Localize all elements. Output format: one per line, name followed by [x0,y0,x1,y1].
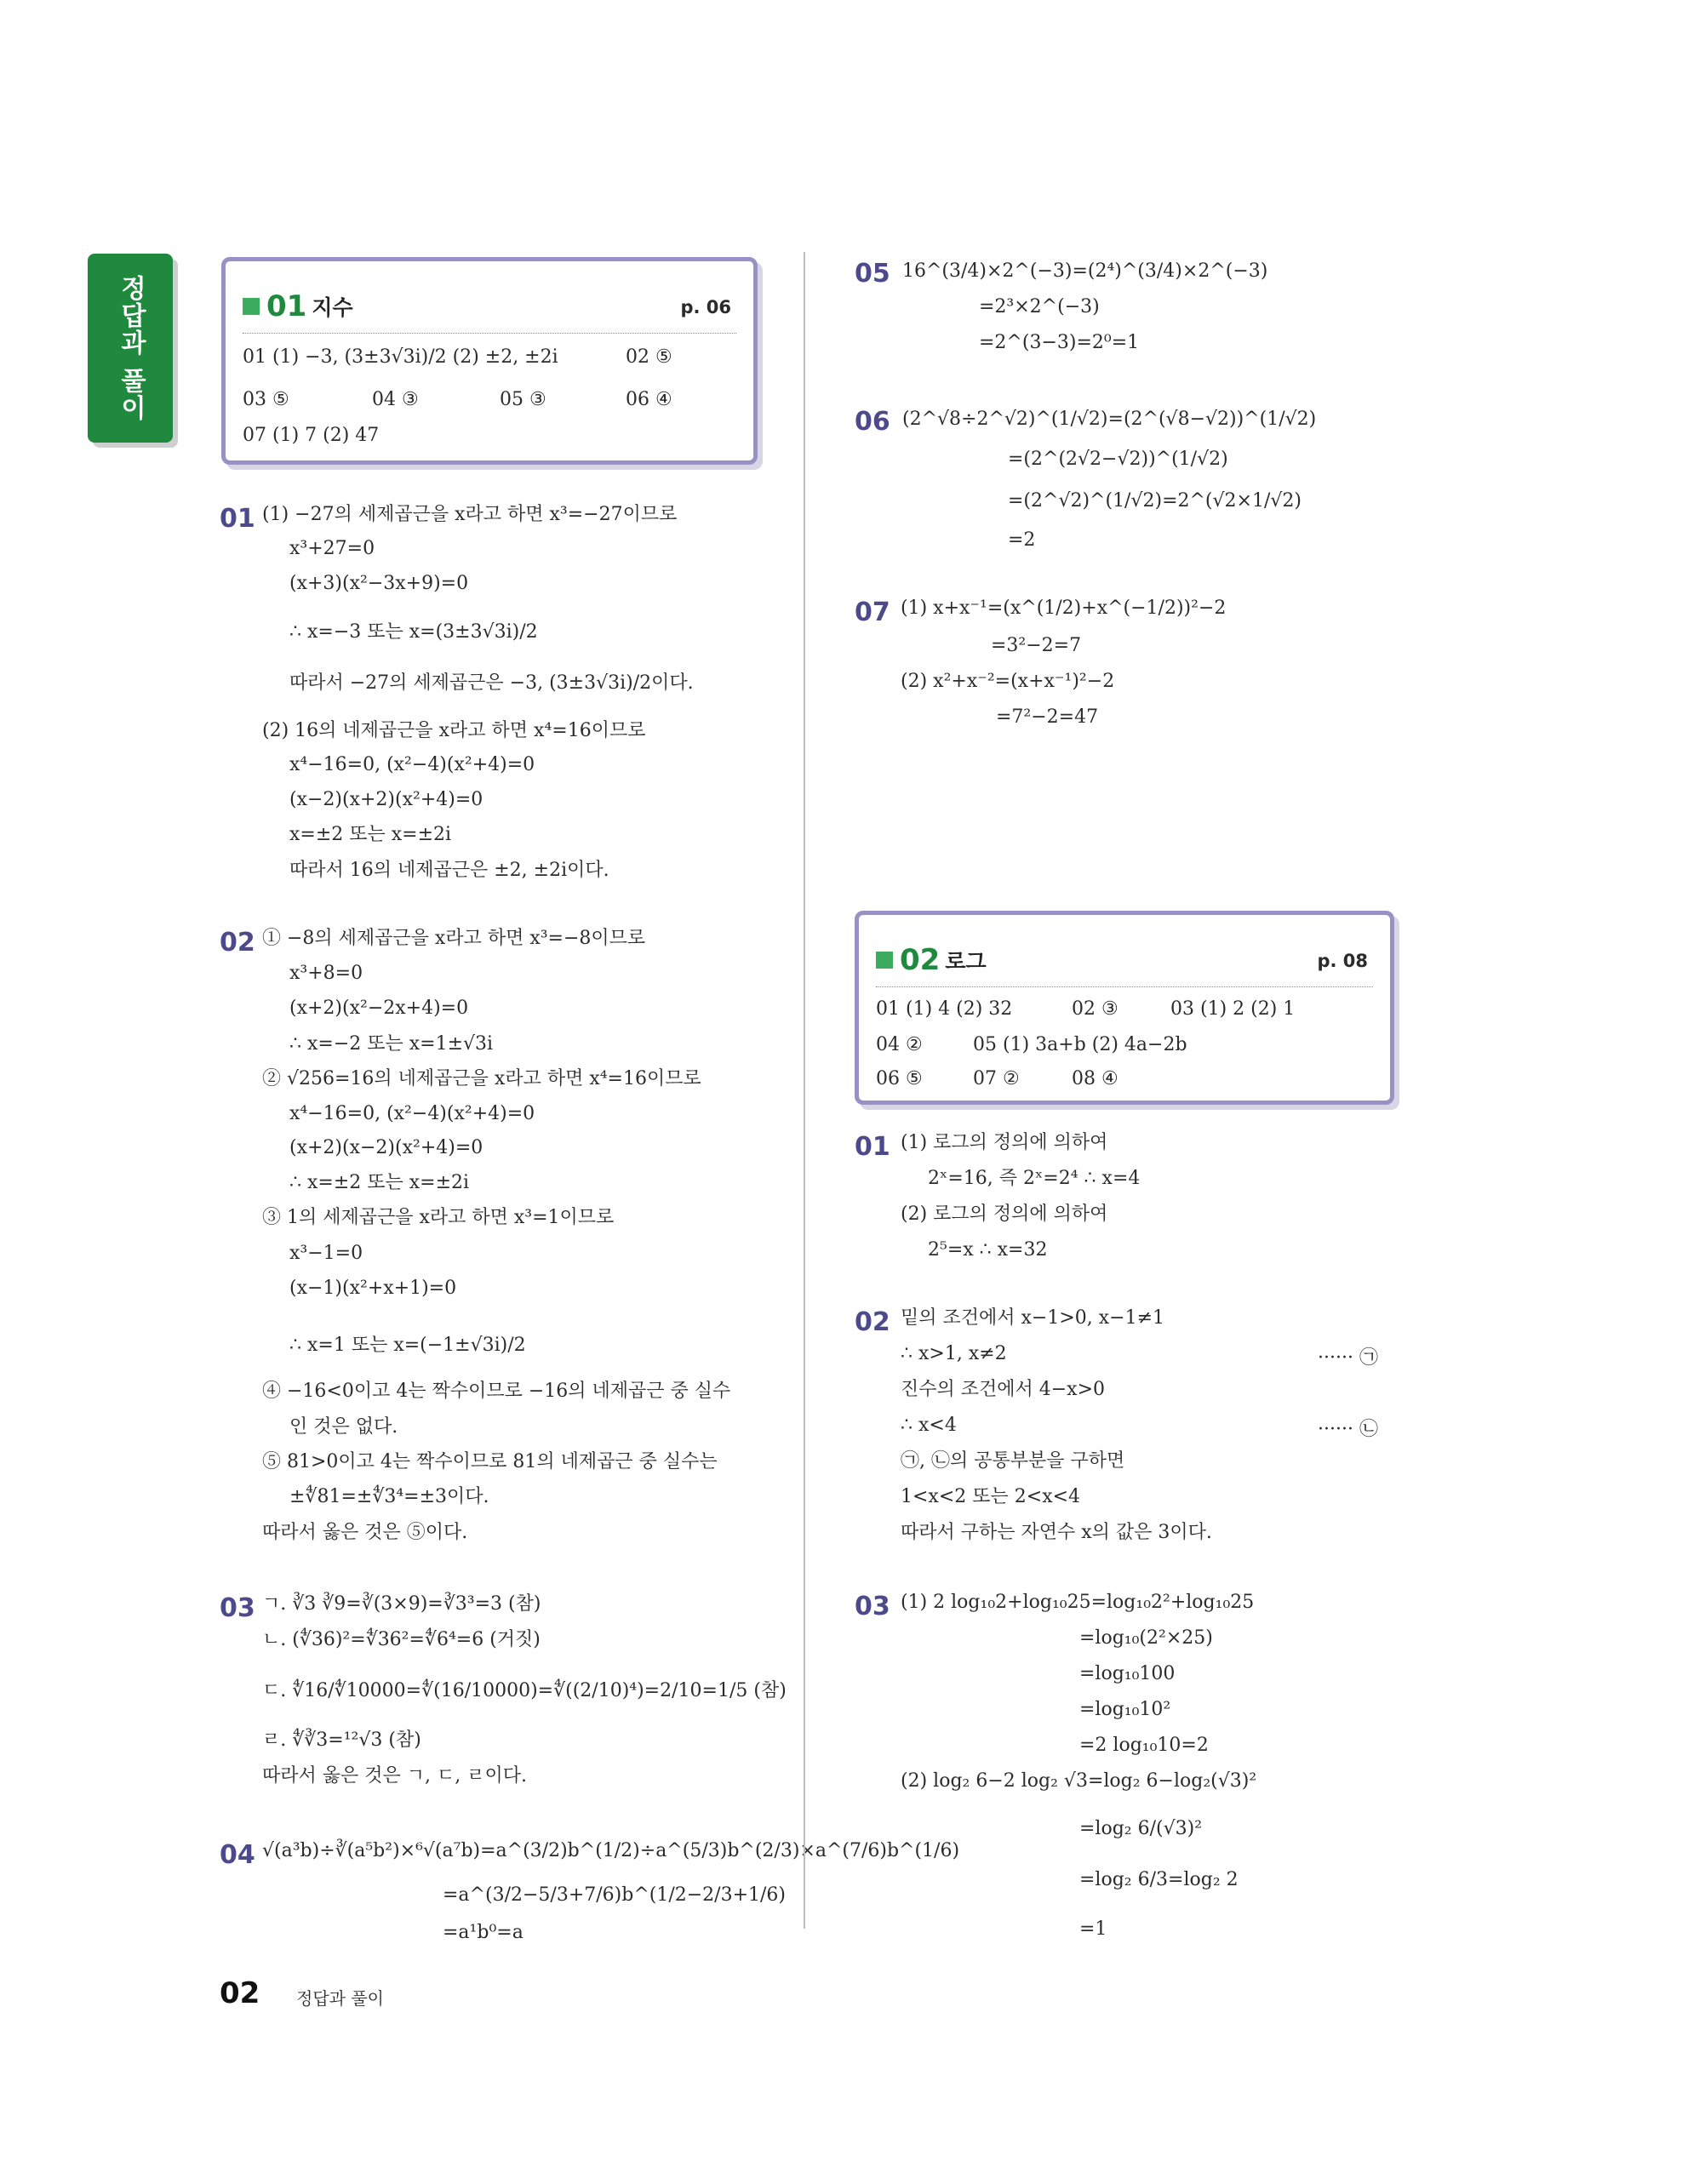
solution-line: ④ −16<0이고 4는 짝수이므로 −16의 네제곱근 중 실수 [262,1381,731,1402]
solution-line: x⁴−16=0, (x²−4)(x²+4)=0 [289,1103,535,1124]
answer-item: 04 ③ [372,389,419,410]
dotted-divider [876,986,1373,987]
question-number: 02 [220,928,255,958]
solution-line: ② √256=16의 네제곱근을 x라고 하면 x⁴=16이므로 [262,1068,701,1089]
solution-line: ∴ x=−2 또는 x=1±√3i [289,1033,494,1055]
solution-line: ±∜81=±∜3⁴=±3이다. [289,1486,489,1507]
solution-line: =log₁₀10² [1079,1699,1171,1720]
page-reference: p. 06 [680,297,731,317]
chapter-title: 로그 [945,949,987,974]
question-number: 06 [855,407,890,437]
solution-line: (1) x+x⁻¹=(x^(1/2)+x^(−1/2))²−2 [901,597,1227,619]
square-icon [243,298,260,315]
solution-line: 따라서 −27의 세제곱근은 −3, (3±3√3i)/2이다. [289,672,694,694]
solution-line: ③ 1의 세제곱근을 x라고 하면 x³=1이므로 [262,1207,615,1228]
solution-line: 1<x<2 또는 2<x<4 [901,1486,1081,1507]
dotted-divider [243,333,736,334]
question-number: 03 [220,1593,255,1623]
solution-line: =1 [1079,1918,1107,1940]
box-header [243,287,353,326]
solution-line: =(2^√2)^(1/√2)=2^(√2×1/√2) [1008,490,1302,512]
chapter-number: 02 [900,943,941,977]
answer-box-logarithm [855,911,1394,1105]
solution-line: (x+3)(x²−3x+9)=0 [289,573,469,594]
solution-line: ㉠, ㉡의 공통부분을 구하면 [901,1450,1125,1472]
page-number: 02 [220,1976,260,2010]
question-number: 07 [855,597,890,627]
solution-line: (2) 로그의 정의에 의하여 [901,1203,1108,1225]
answer-item: 02 ⑤ [626,346,672,368]
solution-line: =log₂ 6/(√3)² [1079,1818,1203,1839]
answer-item: 07 (1) 7 (2) 47 [243,425,380,446]
section-tab-label: 정답과 풀이 [116,274,146,422]
solution-line: =a^(3/2−5/3+7/6)b^(1/2−2/3+1/6) [443,1884,787,1906]
square-icon [876,952,893,969]
solution-line: ① −8의 세제곱근을 x라고 하면 x³=−8이므로 [262,928,646,949]
question-number: 05 [855,259,890,289]
solution-line: =(2^(2√2−√2))^(1/√2) [1008,449,1228,470]
solution-line: 따라서 16의 네제곱근은 ±2, ±2i이다. [289,860,609,881]
solution-line: (x+2)(x−2)(x²+4)=0 [289,1137,483,1158]
footer-title: 정답과 풀이 [296,1988,384,2009]
solution-line: 2ˣ=16, 즉 2ˣ=2⁴ ∴ x=4 [928,1168,1141,1189]
box-header [876,940,987,980]
solution-line: =log₁₀100 [1079,1663,1176,1684]
solution-line: =2 log₁₀10=2 [1079,1735,1209,1756]
column-divider [804,252,805,1929]
solution-line: (x−2)(x+2)(x²+4)=0 [289,789,483,810]
solution-line: (2) 16의 네제곱근을 x라고 하면 x⁴=16이므로 [262,720,646,741]
solution-line: ∴ x=±2 또는 x=±2i [289,1172,470,1193]
page-reference: p. 08 [1317,951,1368,971]
solution-line: 따라서 옳은 것은 ⑤이다. [262,1522,468,1543]
solution-line: ∴ x<4 [901,1415,957,1436]
solution-line: (2) log₂ 6−2 log₂ √3=log₂ 6−log₂(√3)² [901,1770,1257,1792]
answer-item: 07 ② [973,1068,1020,1089]
answer-item: 06 ④ [626,389,672,410]
solution-line: =2³×2^(−3) [979,296,1100,317]
solution-line: (x+2)(x²−2x+4)=0 [289,998,469,1019]
question-number: 03 [855,1592,890,1621]
question-number: 01 [855,1132,890,1162]
solution-line: (2) x²+x⁻²=(x+x⁻¹)²−2 [901,671,1115,692]
solution-line: ∴ x=−3 또는 x=(3±3√3i)/2 [289,621,538,643]
answer-item: 01 (1) −3, (3±3√3i)/2 (2) ±2, ±2i [243,346,558,368]
answer-item: 03 (1) 2 (2) 1 [1170,998,1296,1020]
solution-line: ㄹ. ∜∛3=¹²√3 (참) [262,1729,421,1751]
question-number: 04 [220,1840,255,1870]
solution-line: =log₂ 6/3=log₂ 2 [1079,1869,1239,1890]
solution-line: (1) 로그의 정의에 의하여 [901,1132,1108,1153]
answer-item: 03 ⑤ [243,389,289,410]
solution-line: 16^(3/4)×2^(−3)=(2⁴)^(3/4)×2^(−3) [902,260,1268,282]
solution-line: ∴ x=1 또는 x=(−1±√3i)/2 [289,1335,526,1356]
solution-line: (2^√8÷2^√2)^(1/√2)=(2^(√8−√2))^(1/√2) [902,409,1317,430]
question-number: 02 [855,1307,890,1337]
solution-line: =2 [1008,529,1036,551]
solution-line: =2^(3−3)=2⁰=1 [979,332,1140,353]
chapter-title: 지수 [312,295,353,320]
solution-line: 진수의 조건에서 4−x>0 [901,1379,1106,1400]
solution-line: ⑤ 81>0이고 4는 짝수이므로 81의 네제곱근 중 실수는 [262,1451,718,1472]
solution-line: =7²−2=47 [996,706,1099,728]
answer-item: 08 ④ [1072,1068,1118,1089]
solution-line: =3²−2=7 [991,635,1082,656]
section-tab [88,254,173,443]
solution-line: x=±2 또는 x=±2i [289,824,452,845]
solution-line: 2⁵=x ∴ x=32 [928,1239,1048,1261]
solution-line: ㄴ. (∜36)²=∜36²=∜6⁴=6 (거짓) [262,1629,541,1650]
answer-item: 05 ③ [500,389,546,410]
solution-line: x³−1=0 [289,1243,363,1264]
chapter-number: 01 [266,289,307,323]
solution-line: =log₁₀(2²×25) [1079,1627,1213,1649]
solution-line: x³+27=0 [289,538,375,559]
answer-item: 05 (1) 3a+b (2) 4a−2b [973,1034,1187,1055]
marker-label: ······ ㉡ [1318,1419,1378,1440]
solution-line: (x−1)(x²+x+1)=0 [289,1278,457,1299]
answer-box-exponent [221,257,758,465]
question-number: 01 [220,504,255,534]
answer-item: 04 ② [876,1034,923,1055]
solution-line: 밑의 조건에서 x−1>0, x−1≠1 [901,1307,1165,1329]
answer-item: 06 ⑤ [876,1068,923,1089]
solution-line: 따라서 구하는 자연수 x의 값은 3이다. [901,1522,1212,1543]
solution-line: √(a³b)÷∛(a⁵b²)×⁶√(a⁷b)=a^(3/2)b^(1/2)÷a^(5/3)b^(2/3)×a^(7/6)b^(1/6) [262,1840,960,1861]
marker-label: ······ ㉠ [1318,1347,1378,1369]
solution-line: =a¹b⁰=a [443,1922,523,1943]
solution-line: 따라서 옳은 것은 ㄱ, ㄷ, ㄹ이다. [262,1765,527,1787]
solution-line: ㄷ. ∜16/∜10000=∜(16/10000)=∜((2/10)⁴)=2/10=1/5 (참) [262,1680,787,1701]
solution-line: 인 것은 없다. [289,1416,398,1438]
solution-line: (1) −27의 세제곱근을 x라고 하면 x³=−27이므로 [262,504,678,525]
solution-line: ㄱ. ∛3 ∛9=∛(3×9)=∛3³=3 (참) [262,1593,541,1615]
solution-line: ∴ x>1, x≠2 [901,1343,1007,1364]
answer-item: 02 ③ [1072,998,1118,1020]
solution-line: x⁴−16=0, (x²−4)(x²+4)=0 [289,754,535,775]
solution-line: (1) 2 log₁₀2+log₁₀25=log₁₀2²+log₁₀25 [901,1592,1255,1613]
solution-line: x³+8=0 [289,963,363,984]
answer-item: 01 (1) 4 (2) 32 [876,998,1013,1020]
